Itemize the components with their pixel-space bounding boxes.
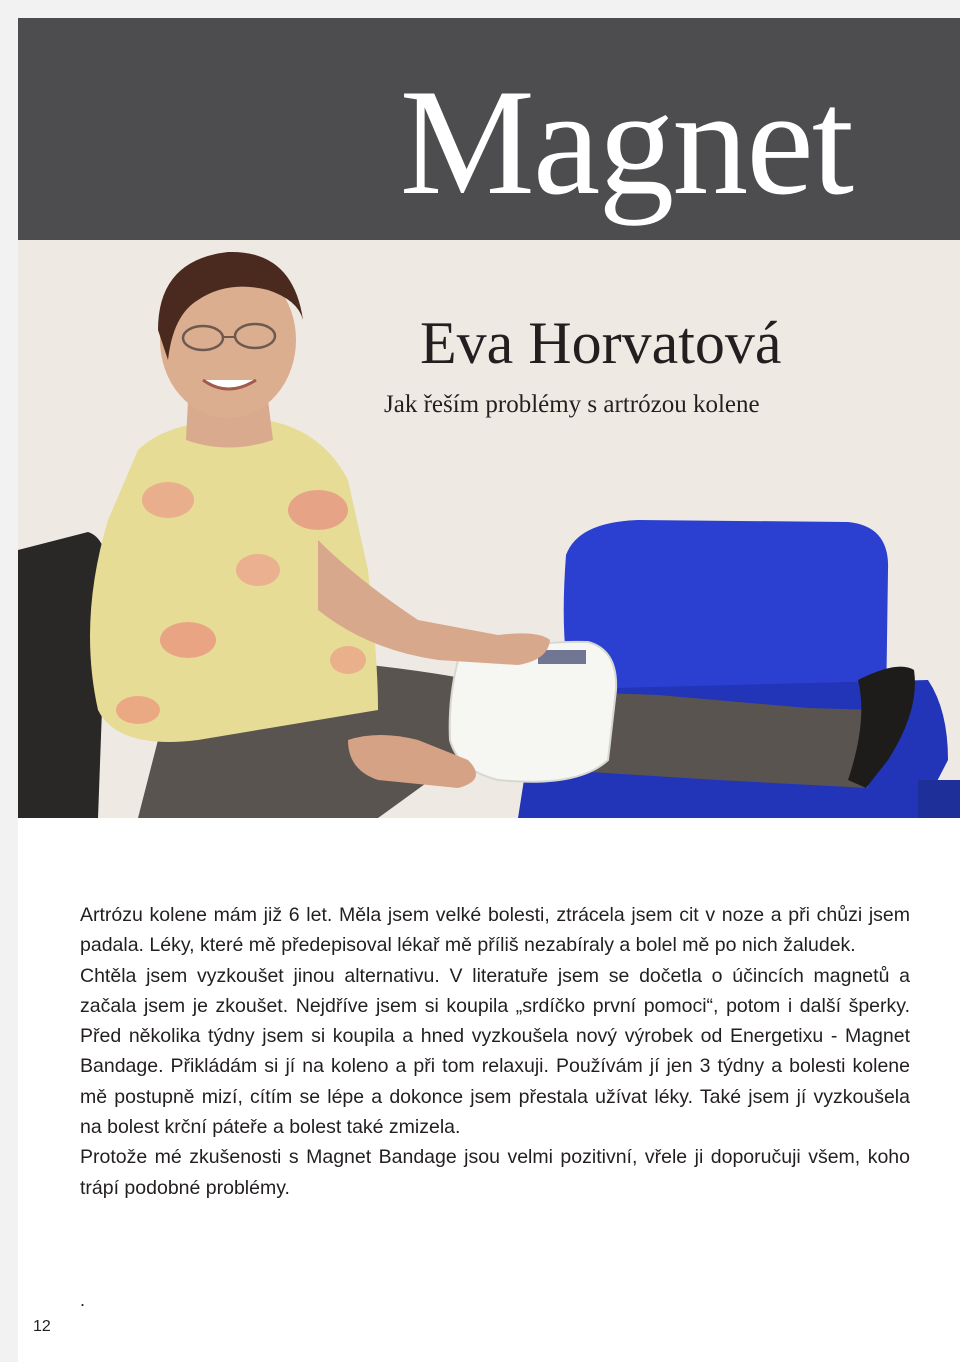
header-title: Magnet (399, 58, 852, 226)
article-paragraph: Artrózu kolene mám již 6 let. Měla jsem velké bolesti, ztrácela jsem cit v noze a při chůzi jsem padala. Léky, které mě předepisoval lékař mě příliš nezabíraly a bolel mě po nich žaludek. (80, 904, 910, 957)
article-body (80, 900, 910, 1203)
page-margin-top (0, 0, 960, 18)
page-number: 12 (33, 1318, 51, 1335)
trailing-mark: . (80, 1290, 86, 1310)
header-band (18, 18, 960, 240)
article-paragraph: Chtěla jsem vyzkoušet jinou alternativu. V literatuře jsem se dočetla o účincích magnetů a začala jsem je zkoušet. Nejdříve jsem si koupila „srdíčko první pomoci“, potom i další šperky. Před několika týdny jsem si koupila a hned vyzkoušela nový výrobek od Energetixu - Magnet Bandage. Přikládám si jí na koleno a při tom relaxuji. Používám jí jen 3 týdny a bolesti kolene mě postupně mizí, cítím se lépe a dokonce jsem přestala užívat léky. Také jsem jí vyzkoušela na bolest krční páteře a bolest také zmizela. (80, 964, 910, 1139)
page-margin-left (0, 0, 18, 1362)
person-name: Eva Horvatová (420, 310, 782, 376)
magnet-bandage (450, 642, 616, 782)
article-paragraph: Protože mé zkušenosti s Magnet Bandage jsou velmi pozitivní, vřele ji doporučuji všem, koho trápí podobné problémy. (80, 1146, 910, 1199)
article-subtitle: Jak řeším problémy s artrózou kolene (384, 391, 760, 418)
